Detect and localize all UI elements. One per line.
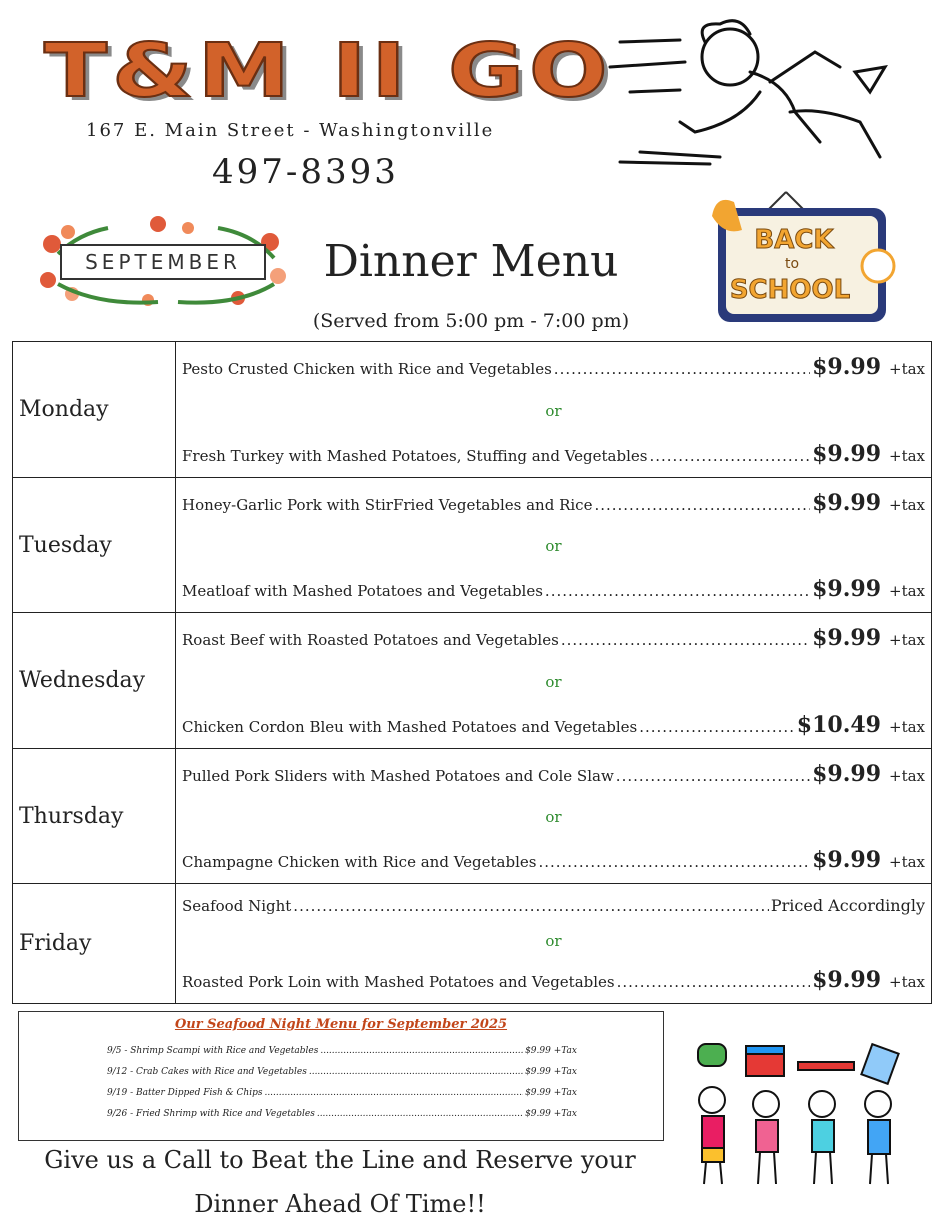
restaurant-address: 167 E. Main Street - Washingtonville xyxy=(86,120,495,141)
seafood-title: Our Seafood Night Menu for September 2025 xyxy=(174,1017,508,1032)
dish-name: Roasted Pork Loin with Mashed Potatoes and Vegetables xyxy=(182,973,615,991)
tax-label: +tax xyxy=(889,767,925,785)
tax-label: +tax xyxy=(889,718,925,736)
pencil-icon xyxy=(798,1062,854,1070)
seafood-item xyxy=(107,1046,577,1056)
dish-cell xyxy=(176,342,932,478)
tax-label: +tax xyxy=(889,631,925,649)
kids-with-school-supplies-illustration xyxy=(688,1040,928,1190)
dish-name: Chicken Cordon Bleu with Mashed Potatoes and Vegetables xyxy=(182,718,638,736)
menu-row-monday xyxy=(13,342,932,478)
month-label: SEPTEMBER xyxy=(60,244,266,280)
dish-line xyxy=(182,896,925,915)
tax-label: +tax xyxy=(889,360,925,378)
dish-cell xyxy=(176,478,932,613)
tax-label: +tax xyxy=(889,582,925,600)
dish-price-text: Priced Accordingly xyxy=(770,896,925,915)
seafood-item-price: $9.99 +Tax xyxy=(525,1088,577,1098)
dish-price: $9.99 xyxy=(812,490,881,516)
or-separator: or xyxy=(545,932,562,950)
seafood-item-text: 9/5 - Shrimp Scampi with Rice and Vegetables xyxy=(107,1046,319,1056)
dish-line xyxy=(182,712,925,738)
running-boy-illustration xyxy=(600,12,900,172)
tax-label: +tax xyxy=(889,447,925,465)
dish-line xyxy=(182,847,925,873)
dish-price: $9.99 xyxy=(812,441,881,467)
dish-name: Meatloaf with Mashed Potatoes and Vegetables xyxy=(182,582,543,600)
seafood-item-price: $9.99 +Tax xyxy=(525,1109,577,1119)
day-label: Monday xyxy=(13,342,176,478)
dish-line xyxy=(182,967,925,993)
dish-name: Fresh Turkey with Mashed Potatoes, Stuffing and Vegetables xyxy=(182,447,648,465)
menu-row-tuesday xyxy=(13,478,932,613)
menu-row-thursday xyxy=(13,749,932,884)
or-separator: or xyxy=(545,672,562,691)
seafood-item-text: 9/26 - Fried Shrimp with Rice and Vegetables xyxy=(107,1109,315,1119)
seafood-item xyxy=(107,1088,577,1098)
seafood-night-box xyxy=(18,1011,664,1141)
dish-cell xyxy=(176,613,932,749)
restaurant-phone: 497-8393 xyxy=(212,152,399,192)
tax-label: +tax xyxy=(889,853,925,871)
tax-label: +tax xyxy=(889,973,925,991)
dish-name: Pulled Pork Sliders with Mashed Potatoes and Cole Slaw xyxy=(182,767,614,785)
back-to-school-badge xyxy=(706,186,902,326)
seafood-item xyxy=(107,1067,577,1077)
bell-icon xyxy=(712,200,742,232)
day-label: Friday xyxy=(13,884,176,1004)
books-icon xyxy=(746,1054,784,1076)
backpack-icon xyxy=(698,1044,726,1066)
tax-label: +tax xyxy=(889,496,925,514)
dish-price: $9.99 xyxy=(812,847,881,873)
day-label: Wednesday xyxy=(13,613,176,749)
dish-cell xyxy=(176,884,932,1004)
dish-line xyxy=(182,576,925,602)
menu-row-friday xyxy=(13,884,932,1004)
notebook-icon xyxy=(861,1044,898,1084)
serving-hours: (Served from 5:00 pm - 7:00 pm) xyxy=(312,310,630,332)
dish-line xyxy=(182,490,925,516)
page-title: Dinner Menu xyxy=(323,236,619,287)
dish-name: Roast Beef with Roasted Potatoes and Vegetables xyxy=(182,631,559,649)
day-label: Thursday xyxy=(13,749,176,884)
or-separator: or xyxy=(545,401,562,420)
seafood-item-price: $9.99 +Tax xyxy=(525,1046,577,1056)
footer-line-2: Dinner Ahead Of Time!! xyxy=(194,1190,486,1218)
dish-name: Honey-Garlic Pork with StirFried Vegetables and Rice xyxy=(182,496,593,514)
dish-name: Seafood Night xyxy=(182,897,292,915)
dish-cell xyxy=(176,749,932,884)
dish-name: Champagne Chicken with Rice and Vegetables xyxy=(182,853,537,871)
dish-line xyxy=(182,625,925,651)
dish-price: $9.99 xyxy=(812,967,881,993)
dish-line xyxy=(182,441,925,467)
dish-price: $10.49 xyxy=(796,712,881,738)
dish-price: $9.99 xyxy=(812,761,881,787)
badge-line-2: to xyxy=(784,256,800,272)
dish-line xyxy=(182,354,925,380)
menu-row-wednesday xyxy=(13,613,932,749)
badge-line-3: SCHOOL xyxy=(729,275,851,305)
dish-name: Pesto Crusted Chicken with Rice and Vegetables xyxy=(182,360,552,378)
footer-line-1: Give us a Call to Beat the Line and Reserve your xyxy=(44,1146,636,1174)
badge-line-1: BACK xyxy=(754,225,834,255)
dish-price: $9.99 xyxy=(812,354,881,380)
seafood-item xyxy=(107,1109,577,1119)
or-separator: or xyxy=(545,808,562,826)
restaurant-logo: T&M II GO xyxy=(44,28,613,114)
day-label: Tuesday xyxy=(13,478,176,613)
seafood-item-text: 9/19 - Batter Dipped Fish & Chips xyxy=(107,1088,263,1098)
seafood-item-price: $9.99 +Tax xyxy=(525,1067,577,1077)
dish-line xyxy=(182,761,925,787)
dinner-menu-table xyxy=(12,341,932,1004)
dish-price: $9.99 xyxy=(812,576,881,602)
dish-price: $9.99 xyxy=(812,625,881,651)
seafood-item-text: 9/12 - Crab Cakes with Rice and Vegetables xyxy=(107,1067,307,1077)
or-separator: or xyxy=(545,537,562,555)
clock-icon xyxy=(862,250,894,282)
